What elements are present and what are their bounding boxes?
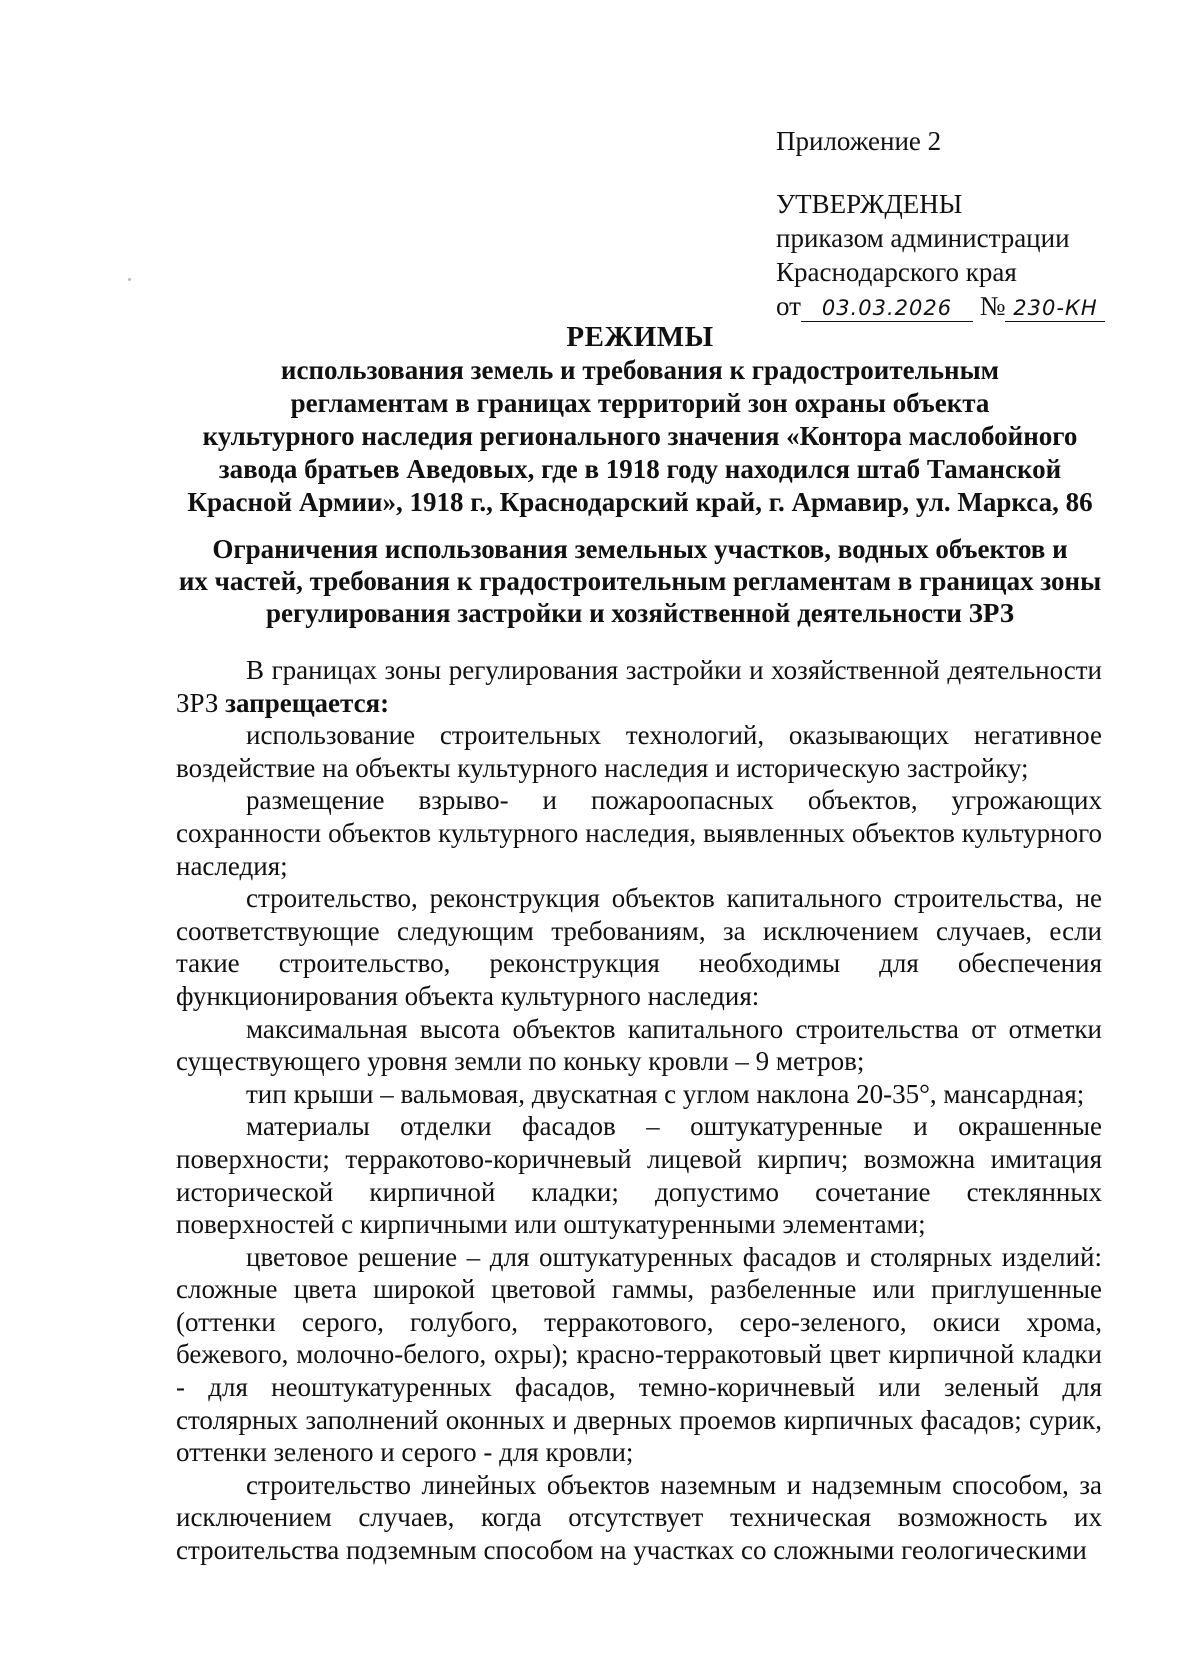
title-line: завода братьев Аведовых, где в 1918 году находился штаб Таманской: [218, 454, 1062, 484]
body-paragraph: максимальная высота объектов капитального строительства от отметки существующего уровня земли по коньку кровли – 9 метров;: [176, 1013, 1102, 1077]
date-prefix: от: [776, 291, 801, 321]
intro-text: В границах зоны регулирования застройки и хозяйственной деятельности ЗРЗ: [176, 655, 1102, 718]
handwritten-number: 230-КН: [1005, 295, 1105, 322]
intro-bold: запрещается:: [225, 687, 390, 718]
body-paragraph: строительство линейных объектов наземным и надземным способом, за исключением случаев, когда отсутствует техническая возможность их строительства подземным способом на участках со сложными геологическими: [176, 1469, 1102, 1566]
body-text: [176, 654, 1102, 1567]
section-heading-line: их частей, требования к градостроительным регламентам в границах зоны: [178, 566, 1102, 596]
title-line: культурного наследия регионального значения «Контора маслобойного: [202, 421, 1078, 451]
document-title: [170, 321, 1110, 519]
approval-line-1: приказом администрации: [776, 223, 1070, 253]
title-line: Красной Армии», 1918 г., Краснодарский край, г. Армавир, ул. Маркса, 86: [187, 487, 1093, 517]
body-paragraph: материалы отделки фасадов – оштукатуренные и окрашенные поверхности; терракотово-коричневый лицевой кирпич; возможна имитация исторической кирпичной кладки; допустимо сочетание стеклянных поверхностей с кирпичными или оштукатуренными элементами;: [176, 1111, 1102, 1240]
intro-paragraph: [176, 654, 1102, 719]
body-paragraph: строительство, реконструкция объектов капитального строительства, не соответствующие следующим требованиям, за исключением случаев, если такие строительство, реконструкция необходимы для обеспечения функционирования объекта культурного наследия:: [176, 883, 1102, 1011]
title-line: регламентам в границах территорий зон охраны объекта: [290, 388, 990, 418]
approval-date-number: [776, 289, 1136, 323]
section-heading: [170, 533, 1110, 629]
approval-block: [776, 124, 1136, 323]
body-paragraph: размещение взрыво- и пожароопасных объектов, угрожающих сохранности объектов культурного наследия, выявленных объектов культурного наследия;: [176, 785, 1102, 881]
approval-line-2: Краснодарского края: [776, 257, 1017, 287]
body-paragraph: тип крыши – вальмовая, двускатная с углом наклона 20-35°, мансардная;: [246, 1078, 1085, 1109]
title-main: РЕЖИМЫ: [566, 321, 714, 353]
body-paragraph: цветовое решение – для оштукатуренных фасадов и столярных изделий: сложные цвета широкой цветовой гаммы, разбеленные или приглушенные (оттенки серого, голубого, терракотового, серо-зеленого, окиси хрома, бежевого, молочно-белого, охры); красно-терракотовый цвет кирпичной кладки - для неоштукатуренных фасадов, темно-коричневый или зеленый для столярных заполнений оконных и дверных проемов кирпичных фасадов; сурик, оттенки зеленого и серого - для кровли;: [176, 1241, 1102, 1468]
title-line: использования земель и требования к градостроительным: [280, 355, 1000, 385]
appendix-label: Приложение 2: [776, 126, 942, 156]
number-sign: №: [979, 291, 1006, 321]
approved-label: УТВЕРЖДЕНЫ: [776, 189, 963, 219]
body-paragraph: использование строительных технологий, оказывающих негативное воздействие на объекты культурного наследия и историческую застройку;: [176, 720, 1102, 783]
section-heading-line: регулирования застройки и хозяйственной деятельности ЗРЗ: [266, 598, 1014, 628]
section-heading-line: Ограничения использования земельных участков, водных объектов и: [212, 534, 1068, 564]
scan-artifact: [128, 278, 131, 281]
handwritten-date: 03.03.2026: [801, 295, 973, 322]
